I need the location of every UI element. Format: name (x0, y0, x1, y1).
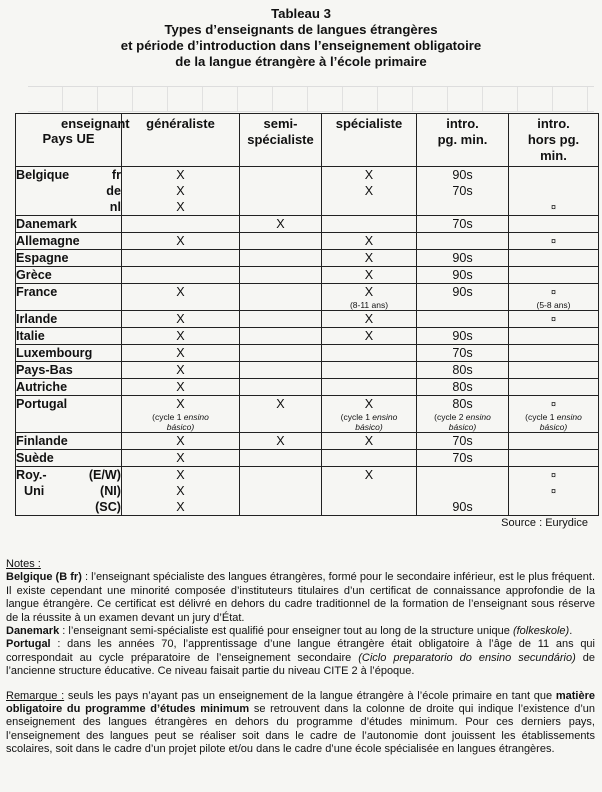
cell-generaliste (122, 250, 240, 267)
cycle-italic: ensino (183, 412, 209, 422)
intro-value: 70s (452, 346, 473, 360)
remarque (6, 690, 595, 757)
row-country-pays-bas: Pays-Bas (16, 362, 122, 379)
mark: ¤ (550, 399, 556, 409)
header-hors-line-2: hors pg. (527, 132, 580, 147)
table-row (16, 311, 599, 328)
cell-specialiste (322, 379, 417, 396)
cycle-italic: básico) (539, 422, 568, 432)
row-country-suede: Suède (16, 450, 122, 467)
header-generaliste-text: généraliste (146, 116, 215, 131)
mark: X (364, 329, 374, 343)
remarque-bold: matière obligatoire du programme d’études minimum (6, 689, 595, 716)
cell-semi (240, 250, 322, 267)
mark: X (364, 468, 374, 482)
remarque-text: se retrouvent dans la colonne de droite qui indique l’existence d’un enseignement des langues étrangères en dehors du programme d’études minimum. Pour ces derniers pays, l’enseignement des langues peut se réaliser soit dans le cadre de l’autonomie dont jouissent les établissements scolaires, soit dans le cadre d’un projet pilote et/ou dans le cadre d’une école spécialisée en langues étrangères. (6, 703, 596, 756)
cell-generaliste (122, 284, 240, 311)
table-title-line-1: Types d’enseignants de langues étrangères (164, 22, 438, 37)
header-generaliste (122, 114, 240, 167)
cell-hors (509, 467, 599, 516)
header-intro-pg-min (417, 114, 509, 167)
row-country-italie: Italie (16, 328, 122, 345)
cycle-note (417, 412, 508, 432)
row-country-royaume-uni (16, 467, 122, 516)
row-country-autriche: Autriche (16, 379, 122, 396)
cycle-label: (cycle 1 (525, 412, 557, 422)
mark: X (364, 434, 374, 448)
note-italic: (folkeskole) (512, 625, 570, 638)
cell-specialiste (322, 233, 417, 250)
cell-generaliste (122, 450, 240, 467)
intro-value: 90s (452, 285, 473, 299)
table-row (16, 379, 599, 396)
table-row (16, 396, 599, 433)
cycle-label: (cycle 1 (340, 412, 373, 422)
note-label: Danemark (6, 625, 60, 638)
mark: X (176, 363, 185, 377)
mark: X (176, 434, 185, 448)
cell-semi (240, 362, 322, 379)
cell-intro (417, 450, 509, 467)
note-text: : l’enseignant spécialiste des langues étrangères, formé pour le secondaire inférieur, est le plus fréquent. Il existe cependant une minorité composée d’instituteurs titulaires d’un certificat de connaissance approfondie de la langue étrangère. Ce certificat est délivré en dehors du cadre traditionnel de la formation de l’enseignant sous réserve de la réussite à un examen devant un jury d’État. (6, 571, 595, 624)
cycle-italic: ensino (556, 412, 582, 422)
cell-specialiste (322, 396, 417, 433)
cell-hors (509, 345, 599, 362)
cell-intro (417, 328, 509, 345)
cell-generaliste (122, 267, 240, 284)
table-title-line-2: et période d’introduction dans l’enseignement obligatoire (120, 38, 482, 53)
table-row (16, 328, 599, 345)
header-pays-ue: Pays UE (42, 131, 95, 146)
header-hors-line-1: intro. (537, 116, 570, 131)
cycle-label: (cycle 1 (152, 412, 184, 422)
cycle-italic: básico) (166, 422, 195, 432)
cell-intro (417, 216, 509, 233)
cell-semi (240, 167, 322, 216)
row-country-danemark: Danemark (16, 216, 122, 233)
cell-hors (509, 362, 599, 379)
cell-semi (240, 311, 322, 328)
mark: X (176, 329, 185, 343)
notes-heading: Notes : (6, 558, 41, 570)
header-semi-line-1: semi- (263, 116, 298, 131)
mark: X (364, 168, 374, 182)
cell-specialiste (322, 267, 417, 284)
intro-value: 80s (452, 397, 473, 411)
cycle-note (322, 412, 416, 432)
cell-specialiste (322, 450, 417, 467)
cell-hors (509, 233, 599, 250)
mark: ¤ (550, 314, 556, 324)
subregion-label: fr (111, 168, 121, 182)
mark: ¤ (550, 486, 556, 496)
table-row (16, 250, 599, 267)
cell-hors (509, 379, 599, 396)
row-country-irlande: Irlande (16, 311, 122, 328)
cycle-italic: básico) (448, 422, 477, 432)
cycle-italic: básico) (355, 422, 383, 432)
cell-intro (417, 396, 509, 433)
mark: X (176, 234, 185, 248)
cell-hors (509, 167, 599, 216)
cell-semi (240, 396, 322, 433)
header-specialiste-text: spécialiste (335, 116, 403, 131)
cell-semi (240, 450, 322, 467)
mark: X (364, 184, 374, 198)
cell-intro (417, 345, 509, 362)
mark: X (364, 285, 374, 299)
country-name: Roy.- (16, 468, 47, 482)
mark: X (276, 397, 285, 411)
header-corner (16, 114, 130, 167)
subregion-label: (NI) (100, 484, 121, 498)
cell-semi (240, 328, 322, 345)
header-enseignant: enseignant (61, 116, 130, 131)
header-intro-line-1: intro. (446, 116, 479, 131)
cell-specialiste (322, 167, 417, 216)
cell-semi (240, 216, 322, 233)
cell-semi (240, 467, 322, 516)
cell-intro (417, 267, 509, 284)
mark: X (176, 451, 185, 465)
cell-intro (417, 379, 509, 396)
header-hors-line-3: min. (540, 148, 567, 163)
header-intro-hors-pg-min (509, 114, 599, 167)
cell-specialiste (322, 362, 417, 379)
mark: X (176, 346, 185, 360)
intro-value: 90s (452, 268, 473, 282)
teacher-types-table (15, 113, 599, 516)
intro-value: 70s (452, 451, 473, 465)
cell-generaliste (122, 216, 240, 233)
cell-generaliste (122, 467, 240, 516)
remarque-label: Remarque : (6, 689, 65, 702)
country-name: Belgique (16, 168, 70, 182)
intro-value: 90s (452, 168, 473, 182)
row-country-france: France (16, 284, 122, 311)
row-country-allemagne: Allemagne (16, 233, 122, 250)
mark: X (176, 184, 185, 198)
header-intro-line-2: pg. min. (437, 132, 488, 147)
table-title-block (0, 6, 602, 70)
source-credit: Source : Eurydice (501, 517, 588, 529)
cell-specialiste (322, 250, 417, 267)
cell-generaliste (122, 311, 240, 328)
cell-generaliste (122, 328, 240, 345)
table-row (16, 167, 599, 216)
cell-semi (240, 345, 322, 362)
table-row (16, 284, 599, 311)
cell-intro (417, 362, 509, 379)
mark: X (364, 397, 374, 411)
note-portugal (6, 638, 595, 678)
subregion-label: nl (109, 200, 121, 214)
table-row (16, 267, 599, 284)
mark: X (176, 397, 185, 411)
cell-semi (240, 267, 322, 284)
cell-generaliste (122, 233, 240, 250)
cell-hors (509, 328, 599, 345)
cell-generaliste (122, 362, 240, 379)
remarque-text: seuls les pays n’ayant pas un enseignement de la langue étrangère à l’école primaire en tant que (67, 689, 553, 702)
note-text: de l’ancienne structure éducative. Ce niveau faisait partie du niveau CITE 2 à l’époque. (6, 651, 596, 678)
table-row (16, 433, 599, 450)
cell-specialiste (322, 284, 417, 311)
note-italic: (Ciclo preparatorio do ensino secundário) (358, 651, 576, 664)
cell-hors (509, 396, 599, 433)
row-country-luxembourg: Luxembourg (16, 345, 122, 362)
table-row (16, 362, 599, 379)
intro-value: 80s (452, 363, 473, 377)
header-specialiste (322, 114, 417, 167)
cell-intro (417, 250, 509, 267)
mark: X (176, 168, 185, 182)
age-range-note: (5-8 ans) (536, 300, 571, 310)
cell-specialiste (322, 345, 417, 362)
cell-generaliste (122, 167, 240, 216)
cell-hors (509, 267, 599, 284)
mark: X (176, 484, 185, 498)
note-text: : dans les années 70, l’apprentissage d’une langue étrangère était obligatoire à l’âge de 11 ans qui correspondait au cycle préparatoire de l’enseignement secondaire (6, 638, 595, 664)
cell-generaliste (122, 379, 240, 396)
intro-value: 90s (452, 329, 473, 343)
subregion-label: de (106, 184, 121, 198)
table-row (16, 450, 599, 467)
notes-section (6, 558, 595, 757)
row-country-portugal: Portugal (16, 396, 122, 433)
cell-intro (417, 311, 509, 328)
cell-generaliste (122, 396, 240, 433)
subregion-label: (SC) (95, 500, 121, 514)
cell-specialiste (322, 328, 417, 345)
note-danemark (6, 625, 595, 638)
cell-hors (509, 284, 599, 311)
mark: X (176, 200, 185, 214)
intro-value: 90s (452, 500, 473, 514)
intro-value: 70s (452, 184, 473, 198)
cell-semi (240, 284, 322, 311)
table-row (16, 345, 599, 362)
row-country-grece: Grèce (16, 267, 122, 284)
intro-value: 90s (452, 251, 473, 265)
mark: X (364, 268, 374, 282)
mark: X (276, 217, 285, 231)
cycle-italic: ensino (372, 412, 398, 422)
cycle-label: (cycle 2 (434, 412, 466, 422)
mark: X (176, 380, 185, 394)
mark: X (364, 312, 374, 326)
table-row (16, 233, 599, 250)
table-title-line-3: de la langue étrangère à l’école primaire (175, 54, 427, 69)
cell-hors (509, 450, 599, 467)
note-text: . (569, 625, 573, 638)
cell-semi (240, 233, 322, 250)
table-row (16, 467, 599, 516)
mark: X (364, 234, 374, 248)
mark: ¤ (550, 202, 556, 212)
note-label: Belgique (B fr) (6, 571, 82, 584)
cell-hors (509, 216, 599, 233)
cell-specialiste (322, 433, 417, 450)
mark: X (276, 434, 285, 448)
cell-specialiste (322, 311, 417, 328)
cell-intro (417, 167, 509, 216)
header-semi-specialiste (240, 114, 322, 167)
cell-generaliste (122, 433, 240, 450)
country-name: Uni (24, 484, 45, 498)
cell-hors (509, 250, 599, 267)
row-country-finlande: Finlande (16, 433, 122, 450)
cell-specialiste (322, 216, 417, 233)
cell-semi (240, 379, 322, 396)
intro-value: 70s (452, 434, 473, 448)
note-label: Portugal (6, 638, 51, 651)
mark: ¤ (550, 287, 556, 297)
cell-hors (509, 433, 599, 450)
table-row (16, 216, 599, 233)
cell-specialiste (322, 467, 417, 516)
note-belgique (6, 571, 595, 625)
intro-value: 70s (452, 217, 473, 231)
cell-intro (417, 233, 509, 250)
mark: ¤ (550, 470, 556, 480)
cell-intro (417, 467, 509, 516)
cell-semi (240, 433, 322, 450)
cycle-note (122, 412, 239, 432)
mark: X (176, 285, 185, 299)
cell-hors (509, 311, 599, 328)
cell-generaliste (122, 345, 240, 362)
cycle-italic: ensino (465, 412, 491, 422)
mark: X (176, 312, 185, 326)
mark: X (364, 251, 374, 265)
table-number: Tableau 3 (271, 6, 331, 21)
note-text: : l’enseignant semi-spécialiste est qualifié pour enseigner tout au long de la structure unique (62, 625, 510, 638)
header-semi-line-2: spécialiste (247, 132, 314, 147)
mark: X (176, 468, 185, 482)
mark: X (176, 500, 185, 514)
subregion-label: (E/W) (88, 468, 121, 482)
intro-value: 80s (452, 380, 473, 394)
row-country-belgique (16, 167, 122, 216)
row-country-espagne: Espagne (16, 250, 122, 267)
cycle-note (509, 412, 598, 432)
cell-intro (417, 433, 509, 450)
mark: ¤ (550, 236, 556, 246)
cell-intro (417, 284, 509, 311)
bleed-through-table-ghost (28, 86, 594, 112)
age-range-note: (8-11 ans) (349, 300, 389, 310)
